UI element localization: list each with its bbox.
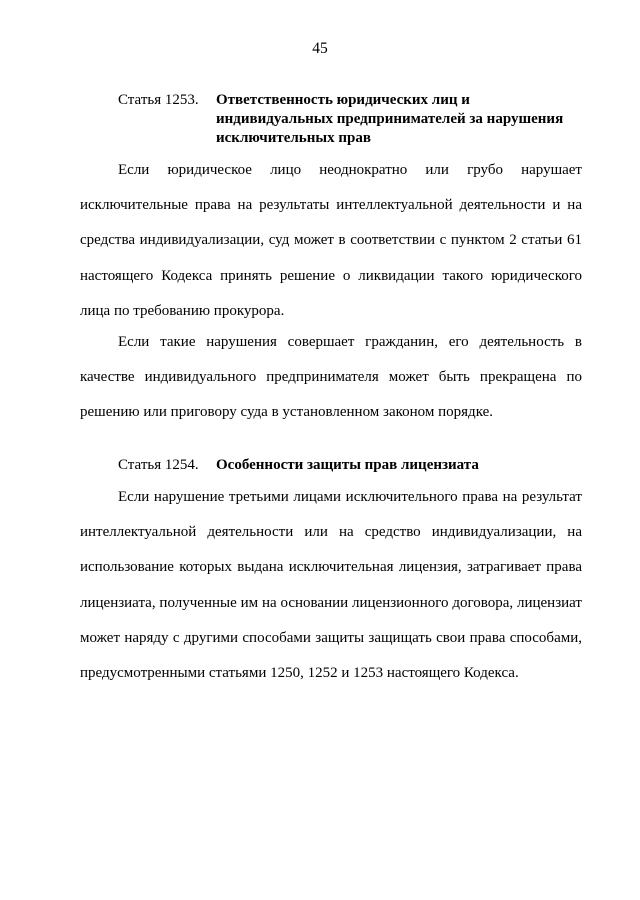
- article-1254-number: Статья 1254.: [118, 457, 199, 473]
- article-1253-title: Ответственность юридических лиц и индивидуальных предпринимателей за нарушения исключительных прав: [216, 92, 564, 146]
- article-1254-paragraph-1: Если нарушение третьими лицами исключительного права на результат интеллектуальной деятельности или на средство индивидуализации, на использование которых выдана исключительная лицензия, затрагивает права лицензиата, полученные им на основании лицензионного договора, лицензиат может наряду с другими способами защиты защищать свои права способами, предусмотренными статьями 1250, 1252 и 1253 настоящего Кодекса.: [80, 489, 582, 682]
- article-1254-title: Особенности защиты прав лицензиата: [216, 457, 479, 473]
- article-1254-heading: [118, 456, 588, 475]
- article-1253-heading: [118, 91, 588, 148]
- article-1253-paragraph-1: Если юридическое лицо неоднократно или грубо нарушает исключительные права на результаты интеллектуальной деятельности и на средства индивидуализации, суд может в соответствии с пунктом 2 статьи 61 настоящего Кодекса принять решение о ликвидации такого юридического лица по требованию прокурора.: [80, 162, 582, 319]
- article-1253-paragraph-2: Если такие нарушения совершает гражданин, его деятельность в качестве индивидуального предпринимателя может быть прекращена по решению или приговору суда в установленном законом порядке.: [80, 334, 582, 421]
- article-1253-number: Статья 1253.: [118, 92, 199, 108]
- page-number: 45: [312, 40, 328, 57]
